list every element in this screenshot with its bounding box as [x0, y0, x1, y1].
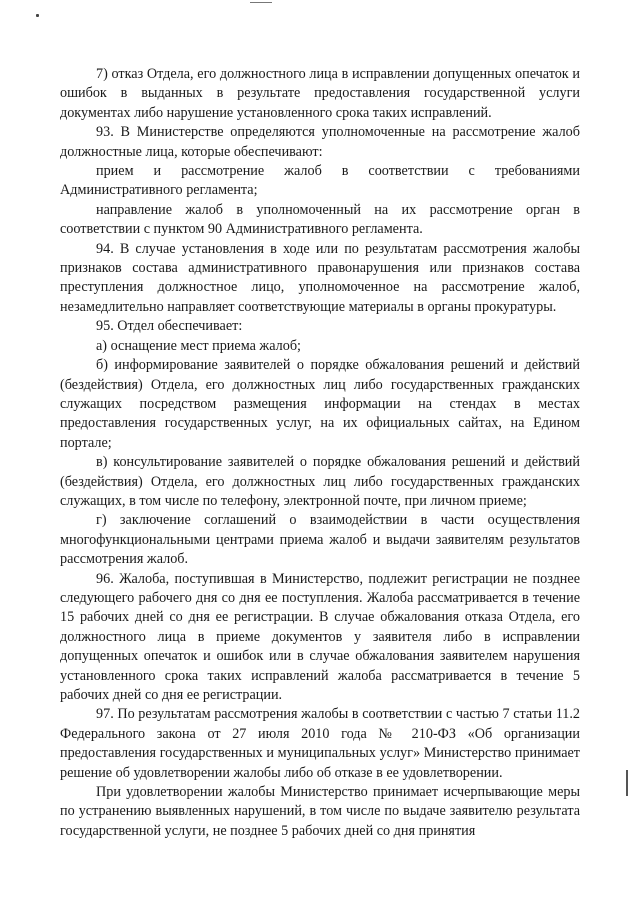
- paragraph-95-g: г) заключение соглашений о взаимодействии в части осуществления многофункциональными центрами приема жалоб и выдачи заявителям результатов рассмотрения жалоб.: [60, 512, 580, 568]
- paragraph-93: 93. В Министерстве определяются уполномоченные на рассмотрение жалоб должностные лица, которые обеспечивают:: [60, 124, 580, 160]
- scan-artifact-line: [626, 770, 628, 796]
- paragraph-97-continuation: При удовлетворении жалобы Министерство принимает исчерпывающие меры по устранению выявленных нарушений, в том числе по выдаче заявителю результата государственной услуги, не позднее 5 рабочих дней со дня принятия: [60, 784, 580, 839]
- document-body: [60, 65, 580, 841]
- scan-artifact-dash: [250, 2, 272, 3]
- paragraph-95-b: б) информирование заявителей о порядке обжалования решений и действий (бездействия) Отдела, его должностных лиц либо государственных гражданских служащих посредством размещения информации на стендах в местах предоставления государственных услуг, на их официальных сайтах, на Едином портале;: [60, 357, 580, 451]
- paragraph-93-item-1: прием и рассмотрение жалоб в соответствии с требованиями Административного регламента;: [60, 163, 580, 199]
- paragraph-93-item-2: направление жалоб в уполномоченный на их рассмотрение орган в соответствии с пунктом 90 Административного регламента.: [60, 201, 580, 238]
- paragraph-94: 94. В случае установления в ходе или по результатам рассмотрения жалобы признаков состава административного правонарушения или признаков состава преступления должностное лицо, уполномоченное на рассмотрение жалоб, незамедлительно направляет соответствующие материалы в органы прокуратуры.: [60, 240, 580, 315]
- paragraph-95-a: а) оснащение мест приема жалоб;: [96, 337, 301, 354]
- paragraph-97: 97. По результатам рассмотрения жалобы в соответствии с частью 7 статьи 11.2 Федерального закона от 27 июля 2010 года № 210-ФЗ «Об организации предоставления государственных и муниципальных услуг» Министерство принимает решение об удовлетворении жалобы либо об отказе в ее удовлетворении.: [60, 706, 580, 781]
- paragraph-96: 96. Жалоба, поступившая в Министерство, подлежит регистрации не позднее следующего рабочего дня со дня ее поступления. Жалоба рассматривается в течение 15 рабочих дней со дня ее регистрации. В случае обжалования отказа Отдела, его должностного лица в приеме документов у заявителя либо в исправлении допущенных опечаток и ошибок или в случае обжалования заявителем нарушения установленного срока таких исправлений жалоба рассматривается в течение 5 рабочих дней со дня ее регистрации.: [60, 570, 580, 703]
- paragraph-95-v: в) консультирование заявителей о порядке обжалования решений и действий (бездействия) Отдела, его должностных лиц либо государственных гражданских служащих, в том числе по телефону, электронной почте, при личном приеме;: [60, 454, 580, 509]
- paragraph-item-7: 7) отказ Отдела, его должностного лица в исправлении допущенных опечаток и ошибок в выданных в результате предоставления государственной услуги документах либо нарушение установленного срока таких исправлений.: [60, 66, 580, 121]
- scan-artifact-dot: [36, 14, 39, 17]
- paragraph-95: 95. Отдел обеспечивает:: [96, 318, 243, 335]
